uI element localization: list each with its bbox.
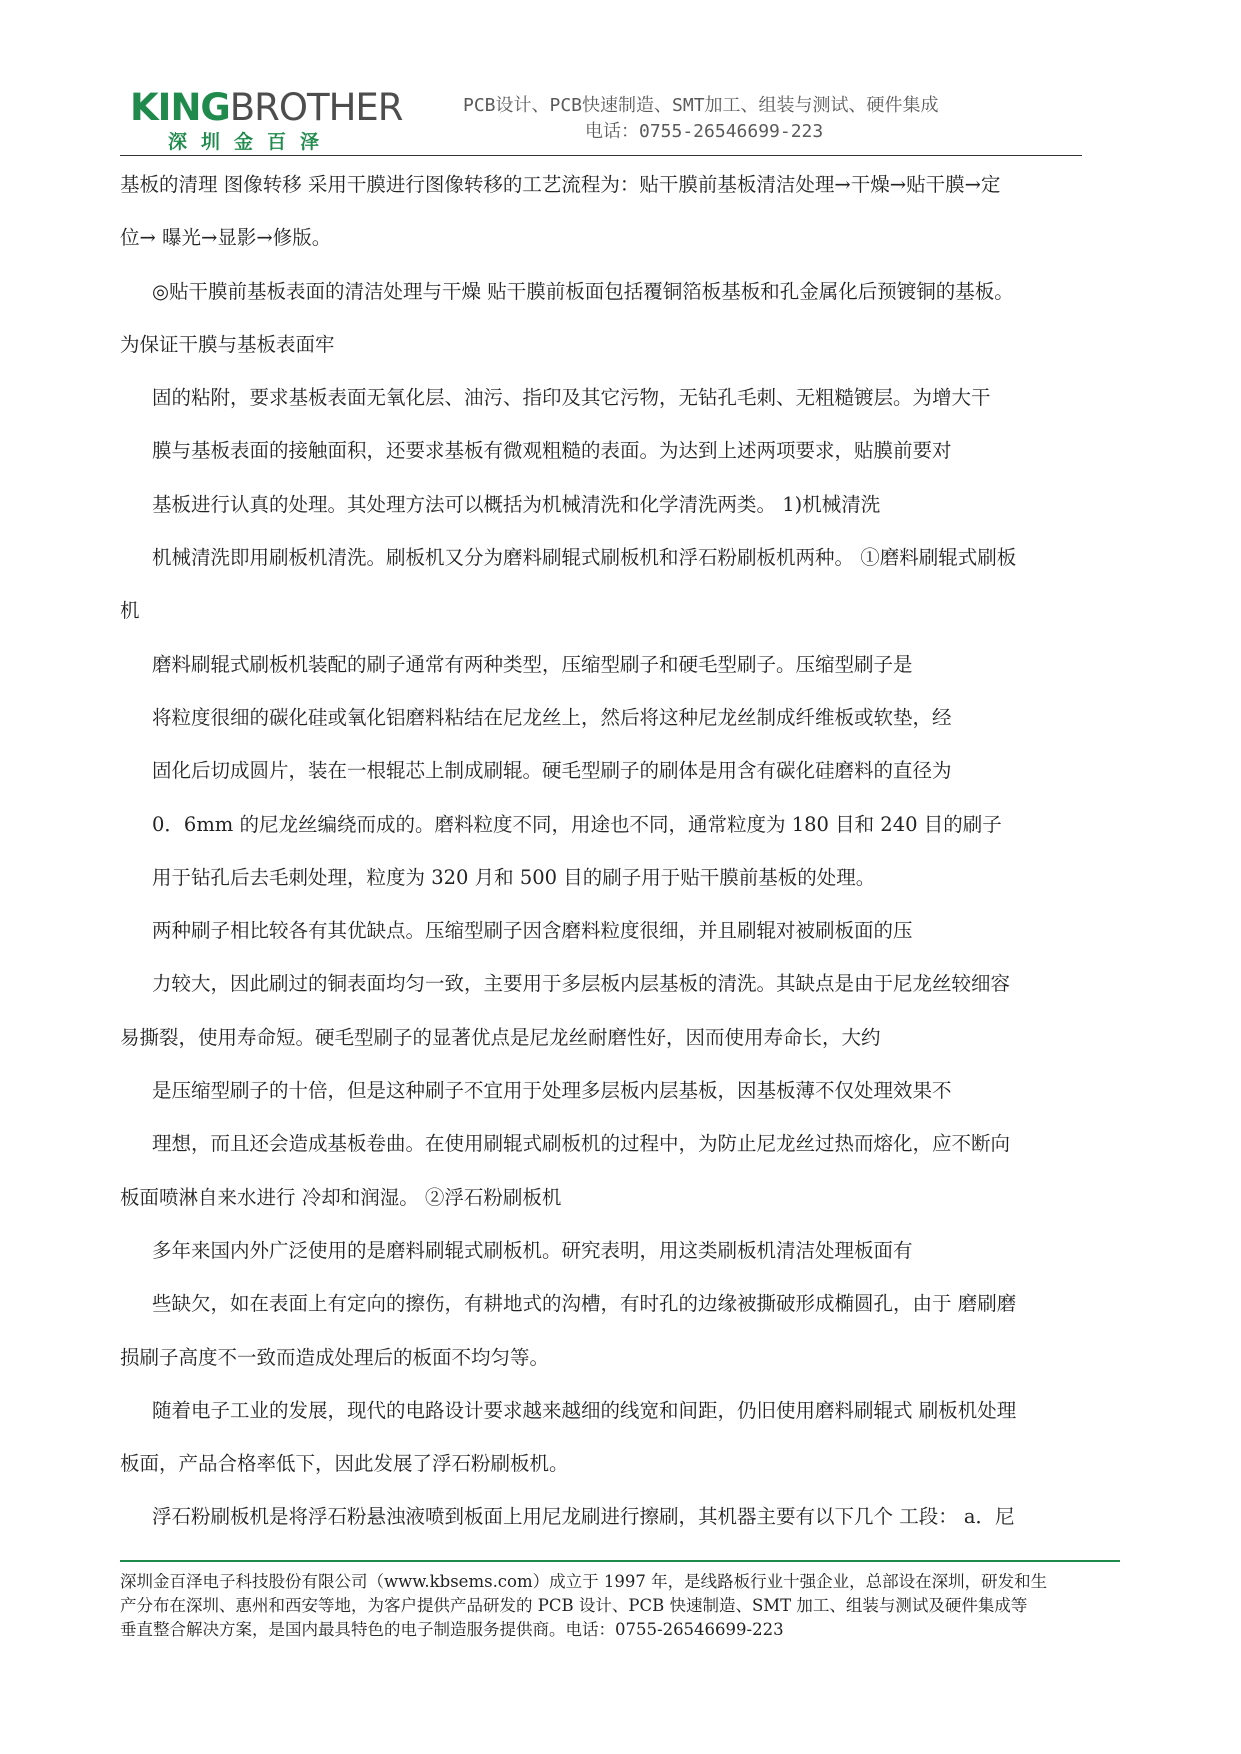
logo-brother: BROTHER: [229, 86, 403, 129]
header-divider: [120, 155, 1082, 156]
text-line: 多年来国内外广泛使用的是磨料刷辊式刷板机。研究表明，用这类刷板机清洁处理板面有: [152, 1238, 913, 1262]
text-line: 损刷子高度不一致而造成处理后的板面不均匀等。: [120, 1345, 550, 1369]
logo-chinese-name: 深圳金百泽: [168, 131, 334, 153]
text-line: 易撕裂，使用寿命短。硬毛型刷子的显著优点是尼龙丝耐磨性好，因而使用寿命长，大约: [120, 1025, 881, 1049]
text-line: 用于钻孔后去毛刺处理，粒度为 320 月和 500 目的刷子用于贴干膜前基板的处理。: [152, 865, 876, 889]
text-line: 固的粘附，要求基板表面无氧化层、油污、指印及其它污物，无钻孔毛刺、无粗糙镀层。为增大干: [152, 386, 991, 410]
text-line: 力较大，因此刷过的铜表面均匀一致，主要用于多层板内层基板的清洗。其缺点是由于尼龙丝较细容: [152, 972, 1011, 996]
text-line: 基板进行认真的处理。其处理方法可以概括为机械清洗和化学清洗两类。 1)机械清洗: [152, 492, 881, 516]
text-line: 板面，产品合格率低下，因此发展了浮石粉刷板机。: [120, 1452, 569, 1476]
footer-divider: [120, 1560, 1120, 1562]
logo-king: KING: [130, 86, 230, 129]
footer-line: 产分布在深圳、惠州和西安等地，为客户提供产品研发的 PCB 设计、PCB 快速制造、SMT 加工、组装与测试及硬件集成等: [120, 1596, 1028, 1615]
kingbrother-logo: [130, 86, 403, 154]
footer-line: 深圳金百泽电子科技股份有限公司（www.kbsems.com）成立于 1997 年，是线路板行业十强企业，总部设在深圳，研发和生: [120, 1572, 1048, 1591]
document-body: [120, 163, 1125, 1549]
page-header: [0, 0, 1241, 160]
company-footer: [120, 1570, 1120, 1642]
text-line: 磨料刷辊式刷板机装配的刷子通常有两种类型，压缩型刷子和硬毛型刷子。压缩型刷子是: [152, 652, 913, 676]
header-tagline: [463, 93, 1023, 145]
text-line: 机: [120, 599, 140, 623]
text-line: 两种刷子相比较各有其优缺点。压缩型刷子因含磨料粒度很细，并且刷辊对被刷板面的压: [152, 919, 913, 943]
logo-wordmark: [130, 86, 403, 129]
footer-line: 垂直整合解决方案，是国内最具特色的电子制造服务提供商。电话：0755-26546699-223: [120, 1620, 784, 1639]
text-line: 固化后切成圆片，装在一根辊芯上制成刷辊。硬毛型刷子的刷体是用含有碳化硅磨料的直径为: [152, 759, 952, 783]
text-line: ◎贴干膜前基板表面的清洁处理与干燥 贴干膜前板面包括覆铜箔板基板和孔金属化后预镀铜的基板。: [152, 279, 1014, 303]
text-line: 膜与基板表面的接触面积，还要求基板有微观粗糙的表面。为达到上述两项要求，贴膜前要对: [152, 439, 952, 463]
text-line: 0．6mm 的尼龙丝编绕而成的。磨料粒度不同，用途也不同，通常粒度为 180 目和 240 目的刷子: [152, 812, 1002, 836]
text-line: 板面喷淋自来水进行 冷却和润湿。 ②浮石粉刷板机: [120, 1185, 562, 1209]
services-tagline: PCB设计、PCB快速制造、SMT加工、组装与测试、硬件集成: [463, 95, 939, 116]
text-line: 理想，而且还会造成基板卷曲。在使用刷辊式刷板机的过程中，为防止尼龙丝过热而熔化，应不断向: [152, 1132, 1011, 1156]
text-line: 是压缩型刷子的十倍，但是这种刷子不宜用于处理多层板内层基板，因基板薄不仅处理效果不: [152, 1079, 952, 1103]
text-line: 基板的清理 图像转移 采用干膜进行图像转移的工艺流程为：贴干膜前基板清洁处理→干燥→贴干膜→定: [120, 173, 1001, 196]
text-line: 为保证干膜与基板表面牢: [120, 332, 335, 356]
text-line: 机械清洗即用刷板机清洗。刷板机又分为磨料刷辊式刷板机和浮石粉刷板机两种。 ①磨料刷辊式刷板: [152, 546, 1017, 570]
text-line: 些缺欠，如在表面上有定向的擦伤，有耕地式的沟槽，有时孔的边缘被撕破形成椭圆孔，由于 磨刷磨: [152, 1292, 1017, 1316]
text-line: 位→ 曝光→显影→修版。: [120, 226, 332, 250]
header-phone: 电话：0755-26546699-223: [585, 121, 824, 142]
text-line: 随着电子工业的发展，现代的电路设计要求越来越细的线宽和间距，仍旧使用磨料刷辊式 刷板机处理: [152, 1398, 1017, 1422]
text-line: 浮石粉刷板机是将浮石粉悬浊液喷到板面上用尼龙刷进行擦刷，其机器主要有以下几个 工段： a．尼: [152, 1505, 1015, 1529]
text-line: 将粒度很细的碳化硅或氧化铝磨料粘结在尼龙丝上，然后将这种尼龙丝制成纤维板或软垫，经: [152, 705, 952, 729]
